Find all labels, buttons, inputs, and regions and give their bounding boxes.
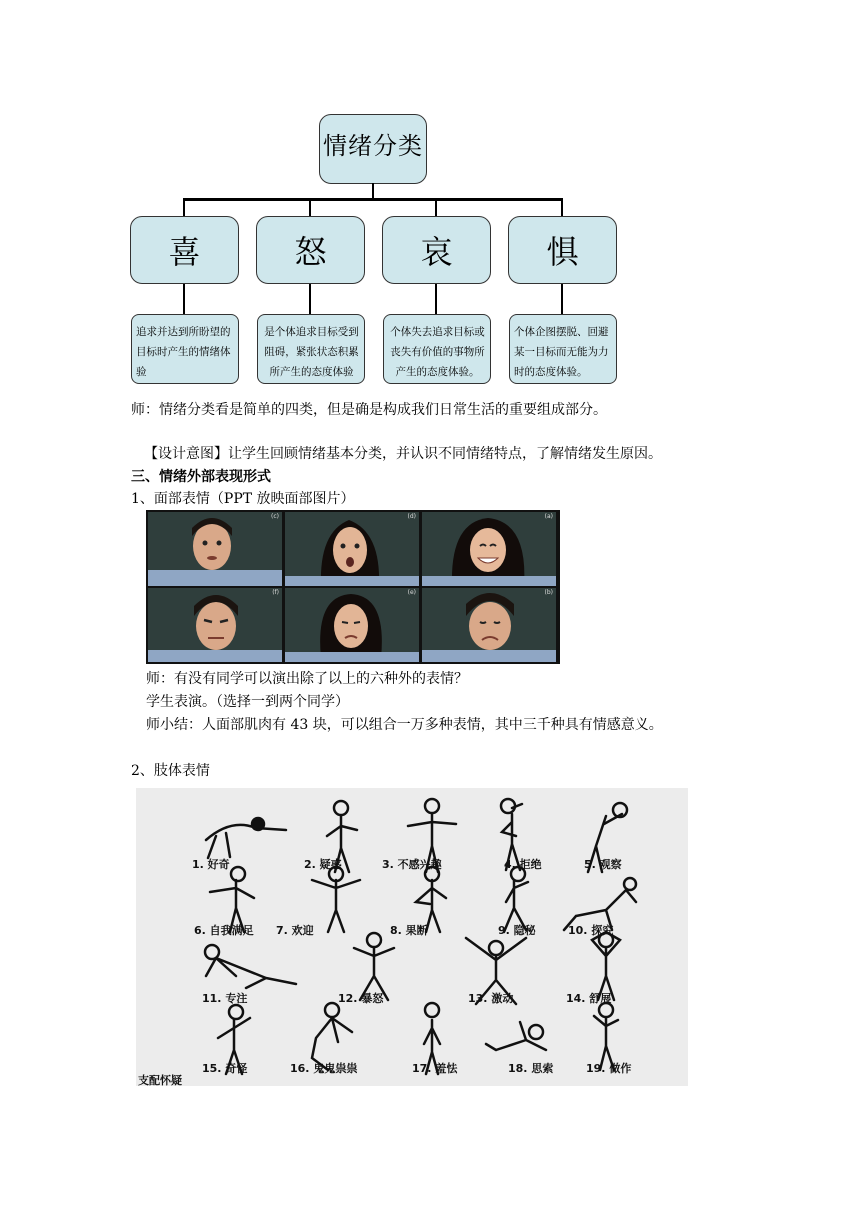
figure-label: 11. 专注: [202, 992, 248, 1005]
figure-label: 支配怀疑: [138, 1074, 182, 1086]
face-tag: (b): [544, 589, 553, 596]
facial-expression-photo: [146, 510, 560, 664]
face-silhouette: [148, 588, 282, 662]
connector-desc-3: [435, 284, 437, 315]
figure-label: 6. 自我满足: [194, 924, 254, 937]
connector-desc-4: [561, 284, 563, 315]
connector-branch-3: [435, 199, 437, 217]
face-tag: (d): [407, 513, 416, 520]
figure-label: 4. 拒绝: [504, 858, 542, 871]
face-tag: (f): [272, 589, 279, 596]
category-label: 喜: [168, 233, 201, 271]
figure-label: 13. 激动: [468, 992, 514, 1005]
subsection-body: 2、肢体表情: [131, 763, 210, 779]
connector-branch-4: [561, 199, 563, 217]
figure-label: 1. 好奇: [192, 858, 230, 871]
category-label: 怒: [294, 233, 327, 271]
category-label: 惧: [546, 233, 579, 271]
figure-label: 9. 隐秘: [498, 924, 536, 937]
description-fear: 个体企图摆脱、回避某一目标而无能为力时的态度体验。: [509, 314, 617, 384]
category-node-sorrow: [382, 216, 491, 284]
connector-desc-2: [309, 284, 311, 315]
figure-label: 8. 果断: [390, 924, 428, 937]
face-silhouette: [148, 512, 282, 586]
figure-label: 2. 疑惑: [304, 858, 342, 871]
connector-horizontal: [183, 198, 563, 201]
connector-root-down: [372, 183, 374, 199]
figure-label: 14. 舒展: [566, 992, 612, 1005]
face-silhouette: [285, 512, 419, 586]
section-heading: 三、情绪外部表现形式: [131, 469, 271, 485]
face-tag: (e): [407, 589, 416, 596]
figure-label: 19. 做作: [586, 1062, 632, 1075]
figure-label: 10. 探究: [568, 924, 614, 937]
face-photo: [422, 512, 556, 586]
face-photo: [285, 588, 419, 662]
description-joy: 追求并达到所盼望的目标时产生的情绪体验: [131, 314, 239, 384]
root-node: [319, 114, 427, 184]
description-anger: 是个体追求目标受到阻碍，紧张状态积累所产生的态度体验: [257, 314, 365, 384]
connector-desc-1: [183, 284, 185, 315]
face-photo: [148, 512, 282, 586]
figure-label: 16. 鬼鬼祟祟: [290, 1062, 358, 1075]
face-silhouette: [285, 588, 419, 662]
student-performance: 学生表演。（选择一到两个同学）: [146, 694, 349, 710]
face-silhouette: [422, 588, 556, 662]
face-photo: [285, 512, 419, 586]
design-intent: 【设计意图】让学生回顾情绪基本分类，并认识不同情绪特点，了解情绪发生原因。: [144, 446, 662, 462]
body-language-image: [136, 788, 688, 1086]
face-tag: (c): [271, 513, 279, 520]
face-silhouette: [422, 512, 556, 586]
description-sorrow: 个体失去追求目标或丧失有价值的事物所产生的态度体验。: [383, 314, 491, 384]
face-photo: [422, 588, 556, 662]
teacher-summary: 师小结：人面部肌肉有 43 块，可以组合一万多种表情，其中三千种具有情感意义。: [146, 717, 663, 733]
connector-branch-2: [309, 199, 311, 217]
figure-label: 18. 思索: [508, 1062, 554, 1075]
subsection-facial: 1、面部表情（PPT 放映面部图片）: [131, 491, 355, 507]
face-tag: (a): [544, 513, 553, 520]
figure-label: 5. 观察: [584, 858, 622, 871]
category-label: 哀: [420, 233, 453, 271]
figure-label: 17. 羞怯: [412, 1062, 458, 1075]
category-node-joy: [130, 216, 239, 284]
teacher-question: 师：有没有同学可以演出除了以上的六种外的表情？: [146, 671, 468, 687]
category-node-anger: [256, 216, 365, 284]
figure-label: 15. 奇怪: [202, 1062, 248, 1075]
category-node-fear: [508, 216, 617, 284]
figure-label: 3. 不感兴趣: [382, 858, 442, 871]
figure-label: 12. 暴怒: [338, 992, 384, 1005]
face-photo: [148, 588, 282, 662]
connector-branch-1: [183, 199, 185, 217]
teacher-remark: 师：情绪分类看是简单的四类，但是确是构成我们日常生活的重要组成部分。: [131, 402, 607, 418]
figure-label: 7. 欢迎: [276, 924, 314, 937]
root-node-label: 情绪分类: [323, 132, 423, 160]
